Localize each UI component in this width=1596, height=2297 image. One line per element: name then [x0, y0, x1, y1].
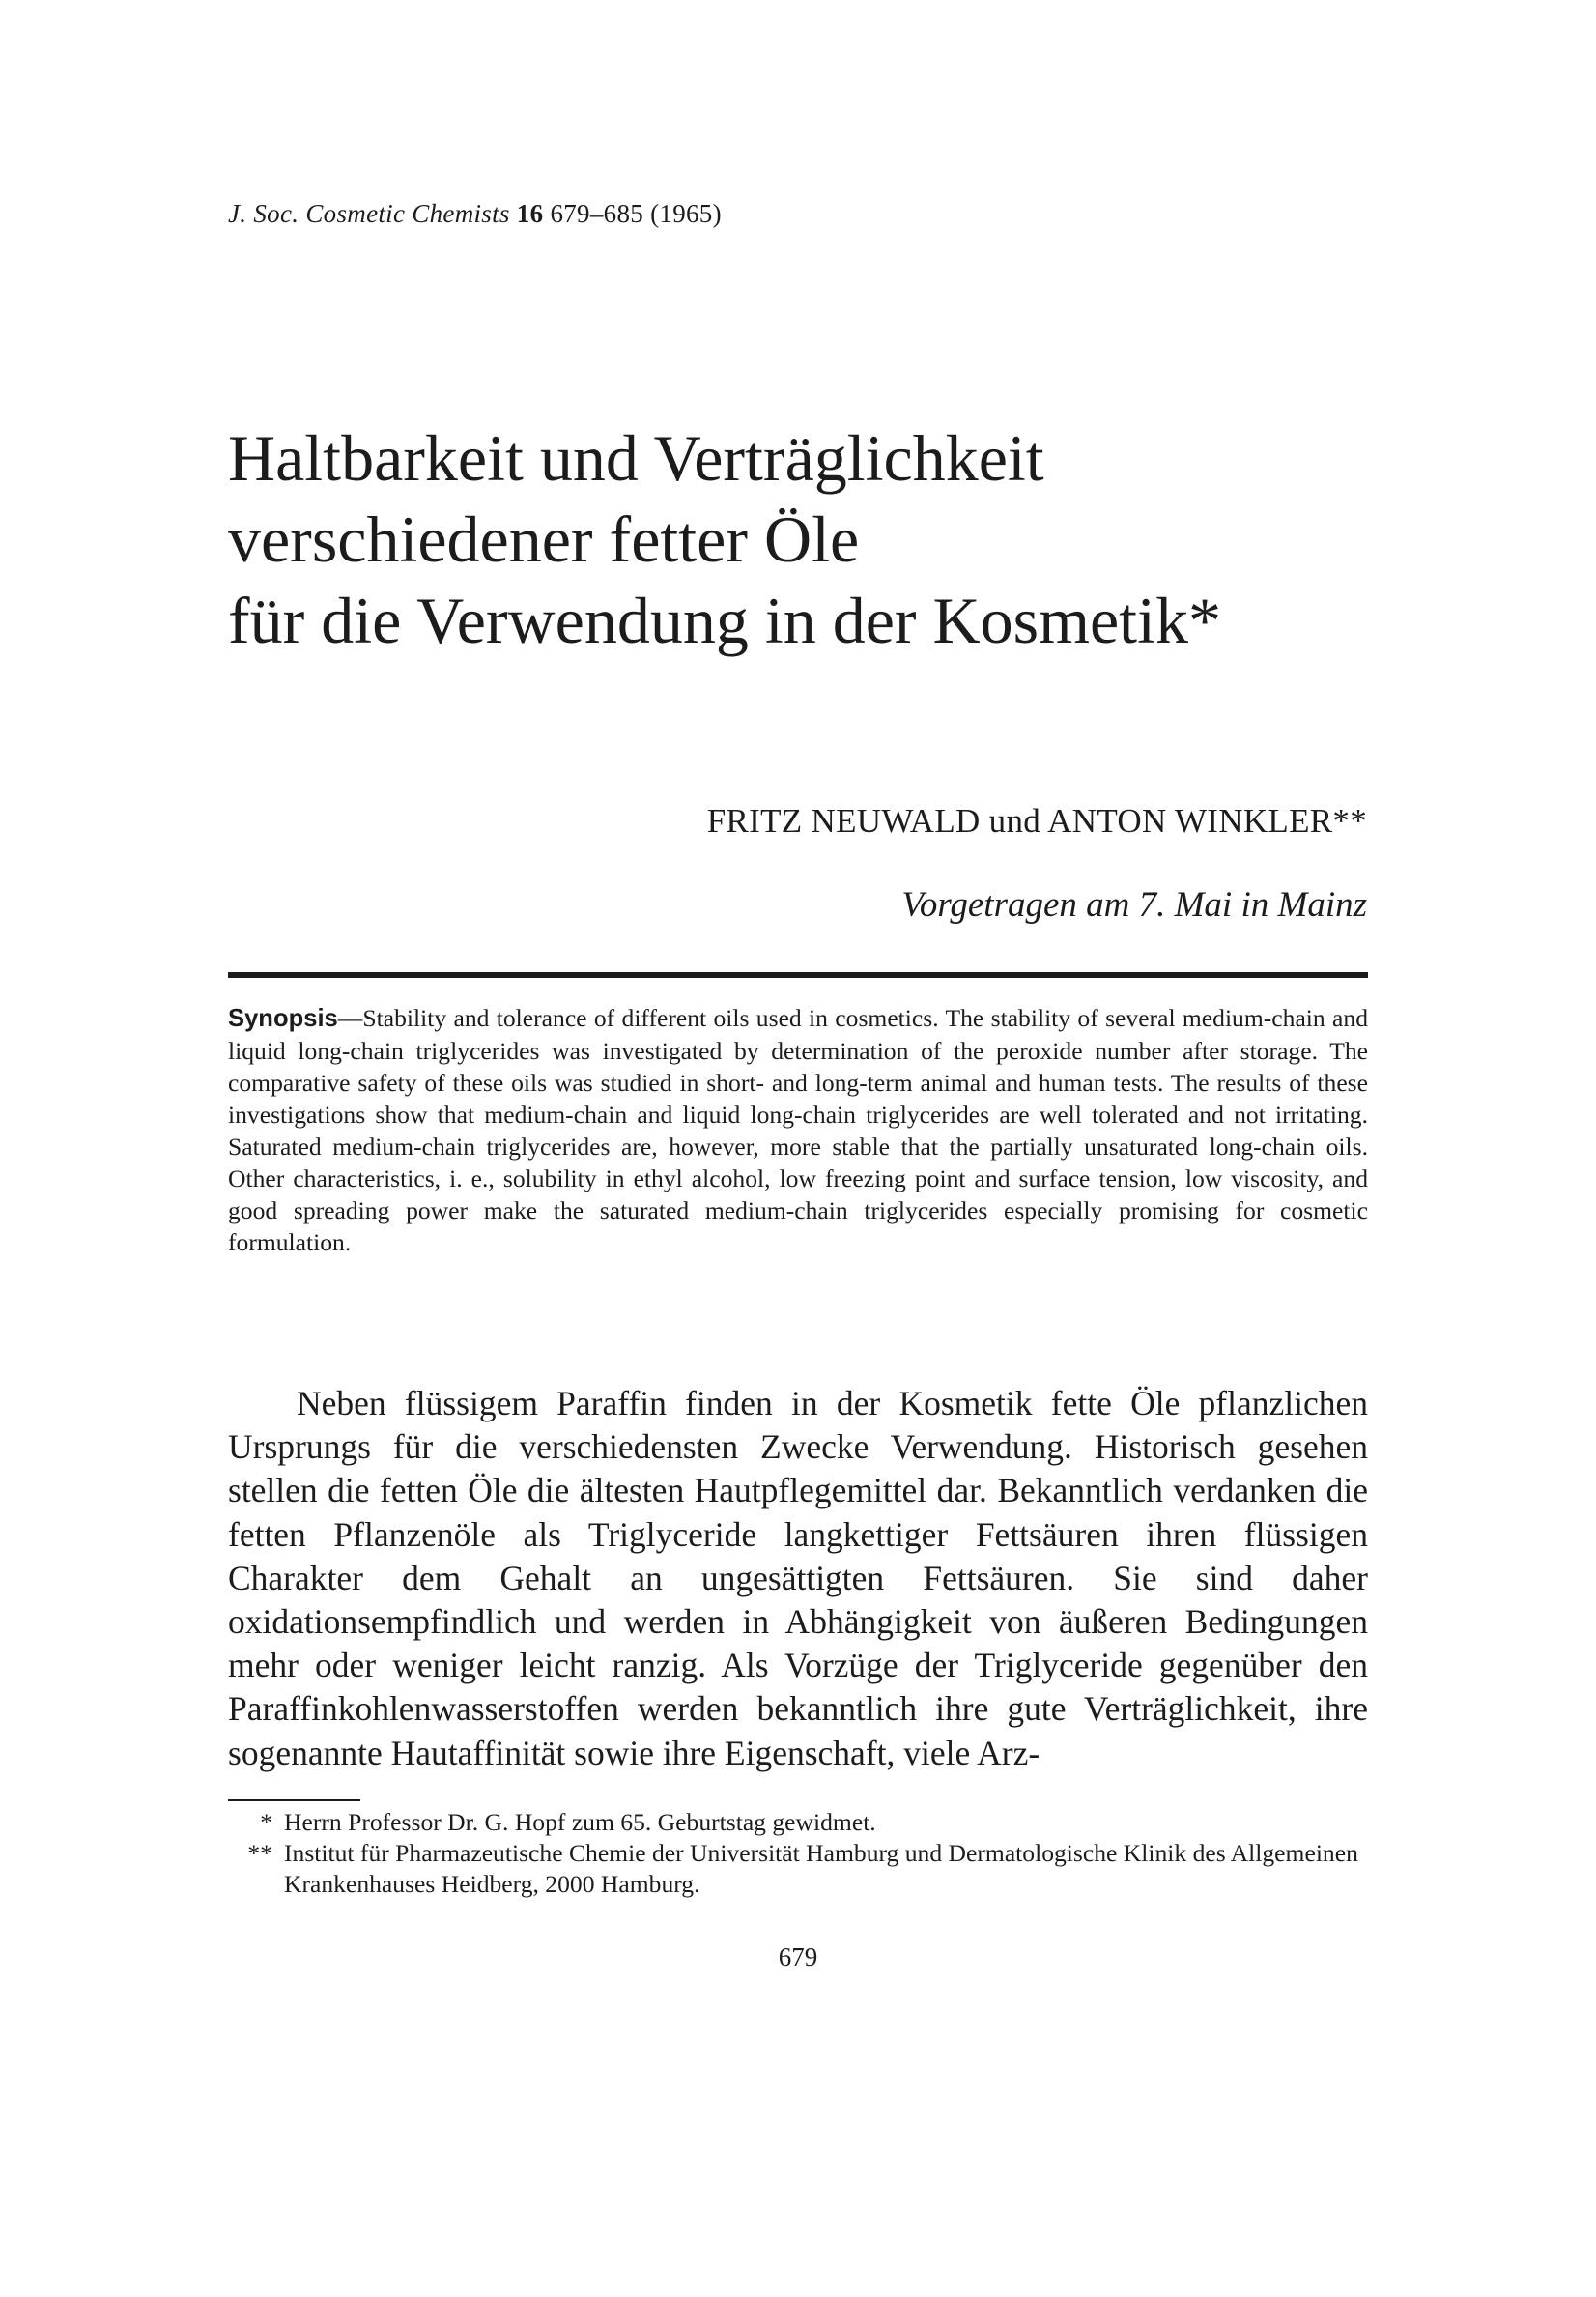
- journal-citation: [228, 199, 722, 229]
- footnote: [228, 1838, 1368, 1900]
- journal-name: J. Soc. Cosmetic Chemists: [228, 199, 510, 228]
- authors: FRITZ NEUWALD und ANTON WINKLER**: [706, 802, 1367, 840]
- footnote-text: Institut für Pharmazeutische Chemie der Universität Hamburg und Dermatologische Klinik des Allgemeinen Krankenhauses Heidberg, 2000 Hamburg.: [284, 1839, 1358, 1898]
- page-number: 679: [778, 1942, 818, 1971]
- journal-volume: 16: [516, 199, 544, 228]
- synopsis-text: —Stability and tolerance of different oils used in cosmetics. The stability of several medium-chain and liquid long-chain triglycerides was investigated by determination of the peroxide number after storage. The comparative safety of these oils was studied in short- and long-term animal and human tests. The results of these investigations show that medium-chain and liquid long-chain triglycerides are well tolerated and not irritating. Saturated medium-chain triglycerides are, however, more stable that the partially unsaturated long-chain oils. Other characteristics, i. e., solubility in ethyl alcohol, low freezing point and surface tension, low viscosity, and good spreading power make the saturated medium-chain triglycerides especially promising for cosmetic formulation.: [228, 1004, 1368, 1256]
- footnote: [228, 1807, 1368, 1838]
- title-line-2: verschiedener fetter Öle: [228, 502, 860, 576]
- footnote-mark: **: [247, 1839, 272, 1867]
- footnotes: [228, 1807, 1368, 1900]
- title-line-3: für die Verwendung in der Kosmetik*: [228, 584, 1221, 657]
- footnote-mark: *: [260, 1808, 272, 1836]
- synopsis-label: Synopsis: [228, 1005, 338, 1032]
- header-divider: [228, 972, 1368, 978]
- footnote-divider: [228, 1799, 360, 1801]
- synopsis: [228, 1002, 1368, 1258]
- footnote-text: Herrn Professor Dr. G. Hopf zum 65. Geburtstag gewidmet.: [284, 1808, 876, 1836]
- body-paragraph: Neben flüssigem Paraffin finden in der Kosmetik fette Öle pflanzlichen Ursprungs für die verschiedensten Zwecke Verwendung. Historisch gesehen stellen die fetten Öle die ältesten Hautpflegemittel dar. Bekanntlich verdanken die fetten Pflanzenöle als Triglyceride langkettiger Fettsäuren ihren flüssigen Charakter dem Gehalt an ungesättigten Fettsäuren. Sie sind daher oxidationsempfindlich und werden in Abhängigkeit von äußeren Bedingungen mehr oder weniger leicht ranzig. Als Vorzüge der Triglyceride gegenüber den Paraffinkohlenwasserstoffen werden bekanntlich ihre gute Verträglichkeit, ihre sogenannte Hautaffinität sowie ihre Eigenschaft, viele Arz-: [228, 1384, 1368, 1772]
- presented-note: Vorgetragen am 7. Mai in Mainz: [901, 885, 1367, 925]
- journal-pages-year: 679–685 (1965): [550, 199, 722, 228]
- article-title: [228, 417, 1387, 661]
- title-line-1: Haltbarkeit und Verträglichkeit: [228, 421, 1044, 495]
